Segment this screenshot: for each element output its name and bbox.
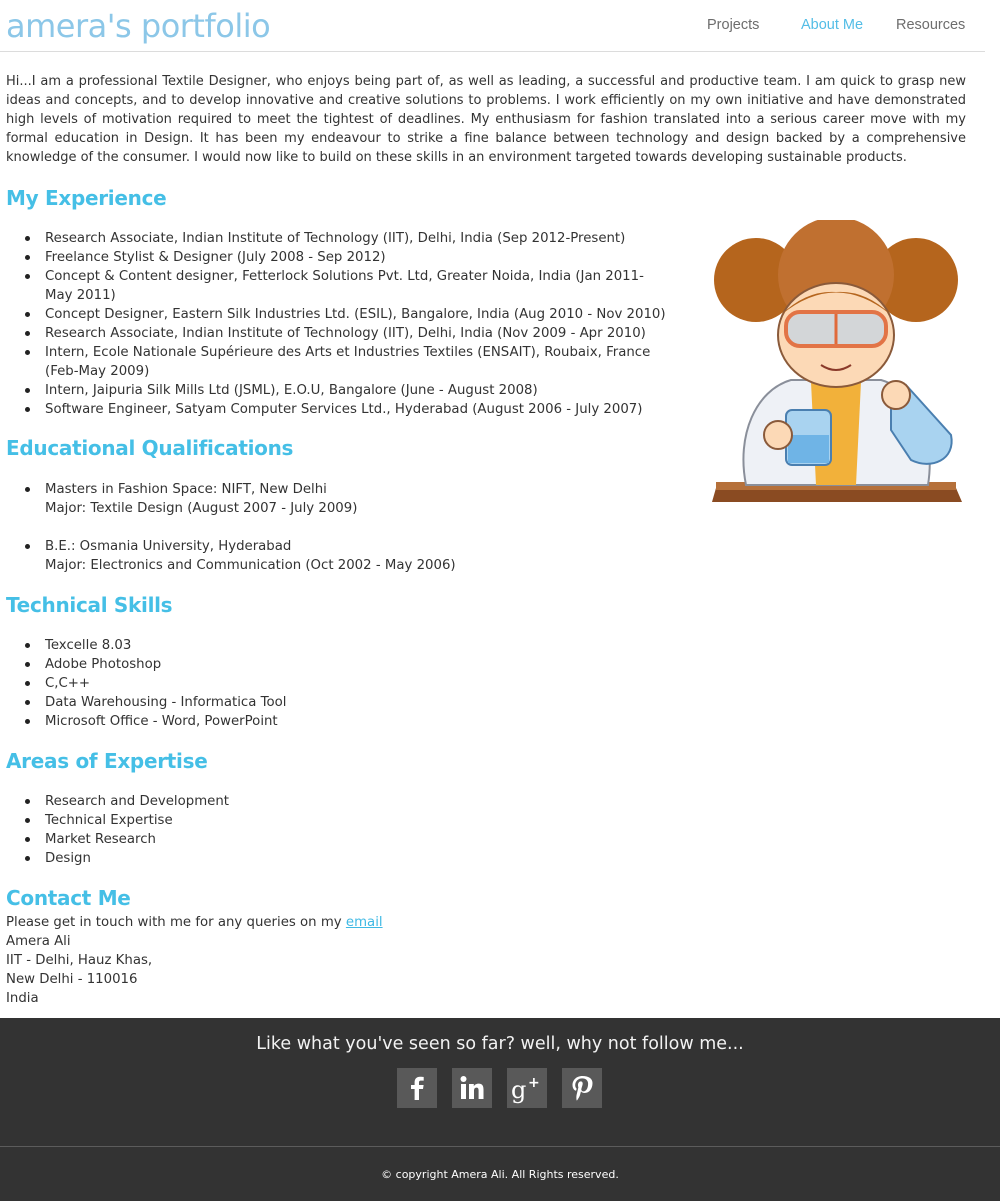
contact-line xyxy=(6,913,383,932)
nav-about-me[interactable]: About Me xyxy=(801,17,864,33)
expertise-list xyxy=(45,792,685,868)
list-item: Research Associate, Indian Institute of Technology (IIT), Delhi, India (Nov 2009 - Apr 2010) xyxy=(45,324,675,343)
contact-heading: Contact Me xyxy=(6,886,131,910)
facebook-button[interactable] xyxy=(397,1068,437,1108)
nav-resources[interactable]: Resources xyxy=(896,17,966,33)
experience-heading: My Experience xyxy=(6,186,167,210)
scientist-illustration xyxy=(706,220,966,510)
list-item: Texcelle 8.03 xyxy=(45,636,685,655)
pinterest-button[interactable] xyxy=(562,1068,602,1108)
list-item: Research Associate, Indian Institute of Technology (IIT), Delhi, India (Sep 2012-Present) xyxy=(45,229,675,248)
follow-text: Like what you've seen so far? well, why not follow me... xyxy=(256,1034,744,1054)
list-item: Software Engineer, Satyam Computer Services Ltd., Hyderabad (August 2006 - July 2007) xyxy=(45,400,675,419)
list-item: Concept & Content designer, Fetterlock Solutions Pvt. Ltd, Greater Noida, India (Jan 2011- May 2011) xyxy=(45,267,675,305)
intro-paragraph: Hi...I am a professional Textile Designer, who enjoys being part of, as well as leading, a successful and productive team. I am quick to grasp new ideas and concepts, and to develop innovative and creative solutions to problems. I work efficiently on my own initiative and have demonstrated high levels of motivation required to meet the tightest of deadlines. My enthusiasm for fashion translated into a serious career move with my formal education in Design. It has been my endeavour to strike a fine balance between technology and design backed by a comprehensive knowledge of the consumer. I would now like to build on these skills in an environment targeted towards developing sustainable products. xyxy=(6,74,966,165)
skills-list xyxy=(45,636,685,731)
contact-text: Please get in touch with me for any queries on my xyxy=(6,915,342,930)
list-item: Intern, Ecole Nationale Supérieure des Arts et Industries Textiles (ENSAIT), Roubaix, France (Feb-May 2009) xyxy=(45,343,675,381)
list-item: Adobe Photoshop xyxy=(45,655,685,674)
linkedin-button[interactable] xyxy=(452,1068,492,1108)
list-item: Freelance Stylist & Designer (July 2008 - Sep 2012) xyxy=(45,248,675,267)
education-heading: Educational Qualifications xyxy=(6,436,294,460)
degree: Masters in Fashion Space: NIFT, New Delhi xyxy=(45,482,327,497)
contact-block xyxy=(6,913,383,1008)
pinterest-icon xyxy=(562,1068,602,1108)
major: Major: Electronics and Communication (Oct 2002 - May 2006) xyxy=(45,558,456,573)
linkedin-icon xyxy=(452,1068,492,1108)
footer-divider xyxy=(0,1146,1000,1147)
list-item: Design xyxy=(45,849,685,868)
experience-list xyxy=(45,229,675,419)
list-item: Technical Expertise xyxy=(45,811,685,830)
list-item xyxy=(45,537,685,575)
nav-projects[interactable]: Projects xyxy=(707,17,760,33)
list-item: Market Research xyxy=(45,830,685,849)
skills-heading: Technical Skills xyxy=(6,593,173,617)
contact-address-2: New Delhi - 110016 xyxy=(6,972,138,987)
list-item: Data Warehousing - Informatica Tool xyxy=(45,693,685,712)
facebook-icon xyxy=(397,1068,437,1108)
list-item: Research and Development xyxy=(45,792,685,811)
list-item: Concept Designer, Eastern Silk Industries Ltd. (ESIL), Bangalore, India (Aug 2010 - Nov 2010) xyxy=(45,305,675,324)
google-plus-icon xyxy=(507,1068,547,1108)
svg-text:g: g xyxy=(511,1076,527,1104)
email-link[interactable]: email xyxy=(345,915,383,930)
degree: B.E.: Osmania University, Hyderabad xyxy=(45,539,292,554)
list-item: C,C++ xyxy=(45,674,685,693)
copyright-text: © copyright Amera Ali. All Rights reserved. xyxy=(381,1168,619,1181)
expertise-heading: Areas of Expertise xyxy=(6,749,208,773)
contact-address-1: IIT - Delhi, Hauz Khas, xyxy=(6,953,153,968)
header xyxy=(0,0,985,52)
site-logo[interactable]: amera's portfolio xyxy=(6,7,271,45)
contact-country: India xyxy=(6,991,39,1006)
list-item: Intern, Jaipuria Silk Mills Ltd (JSML), E.O.U, Bangalore (June - August 2008) xyxy=(45,381,675,400)
svg-text:+: + xyxy=(528,1075,540,1091)
list-item: Microsoft Office - Word, PowerPoint xyxy=(45,712,685,731)
contact-name: Amera Ali xyxy=(6,934,71,949)
major: Major: Textile Design (August 2007 - July 2009) xyxy=(45,501,358,516)
list-item xyxy=(45,480,685,518)
google-plus-button[interactable] xyxy=(507,1068,547,1108)
education-list xyxy=(45,480,685,575)
